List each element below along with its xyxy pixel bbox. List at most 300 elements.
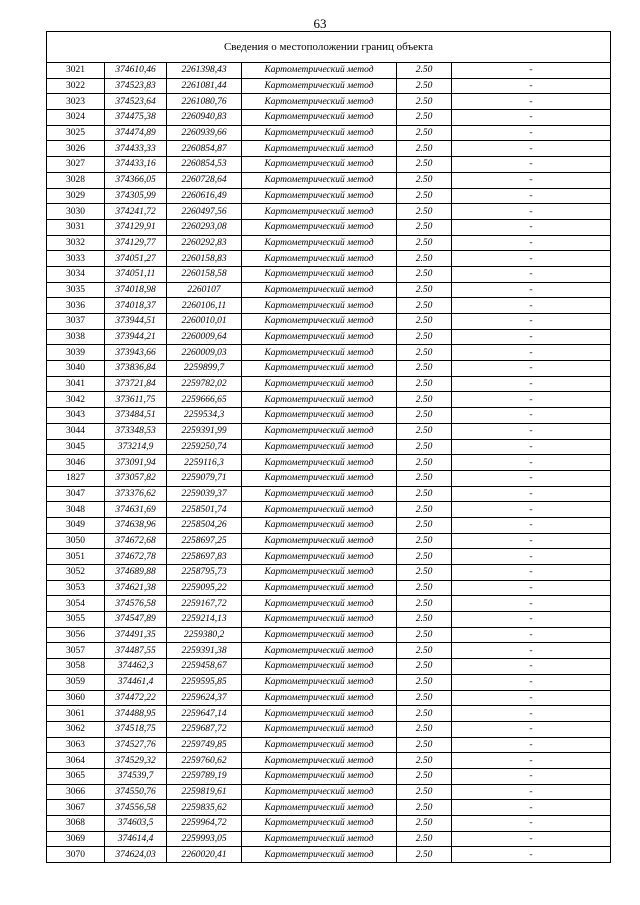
precision-cell: 2.50 [397, 251, 452, 267]
precision-cell: 2.50 [397, 204, 452, 220]
precision-cell: 2.50 [397, 110, 452, 126]
y-coordinate-cell: 2259391,99 [167, 423, 242, 439]
table-row [47, 784, 611, 800]
x-coordinate-cell: 374556,58 [105, 800, 167, 816]
precision-cell: 2.50 [397, 753, 452, 769]
y-coordinate-cell: 2258697,83 [167, 549, 242, 565]
point-number-cell: 3033 [47, 251, 105, 267]
table-row [47, 816, 611, 832]
y-coordinate-cell: 2259250,74 [167, 439, 242, 455]
y-coordinate-cell: 2259095,22 [167, 580, 242, 596]
precision-cell: 2.50 [397, 298, 452, 314]
table-row [47, 800, 611, 816]
x-coordinate-cell: 374488,95 [105, 706, 167, 722]
x-coordinate-cell: 374523,83 [105, 78, 167, 94]
point-number-cell: 3032 [47, 235, 105, 251]
y-coordinate-cell: 2258795,73 [167, 565, 242, 581]
note-cell: - [452, 627, 611, 643]
note-cell: - [452, 251, 611, 267]
note-cell: - [452, 800, 611, 816]
table-title: Сведения о местоположении границ объекта [47, 32, 611, 63]
x-coordinate-cell: 373944,51 [105, 314, 167, 330]
precision-cell: 2.50 [397, 517, 452, 533]
point-number-cell: 3062 [47, 721, 105, 737]
table-row [47, 141, 611, 157]
y-coordinate-cell: 2258501,74 [167, 502, 242, 518]
method-cell: Картометрический метод [242, 172, 397, 188]
point-number-cell: 3052 [47, 565, 105, 581]
note-cell: - [452, 565, 611, 581]
table-row [47, 847, 611, 863]
method-cell: Картометрический метод [242, 580, 397, 596]
precision-cell: 2.50 [397, 423, 452, 439]
precision-cell: 2.50 [397, 329, 452, 345]
method-cell: Картометрический метод [242, 219, 397, 235]
y-coordinate-cell: 2261398,43 [167, 63, 242, 79]
y-coordinate-cell: 2260107 [167, 282, 242, 298]
method-cell: Картометрический метод [242, 392, 397, 408]
x-coordinate-cell: 374529,32 [105, 753, 167, 769]
table-row [47, 690, 611, 706]
point-number-cell: 3028 [47, 172, 105, 188]
precision-cell: 2.50 [397, 549, 452, 565]
point-number-cell: 3022 [47, 78, 105, 94]
y-coordinate-cell: 2261081,44 [167, 78, 242, 94]
table-row [47, 565, 611, 581]
precision-cell: 2.50 [397, 768, 452, 784]
x-coordinate-cell: 374472,22 [105, 690, 167, 706]
note-cell: - [452, 141, 611, 157]
point-number-cell: 3060 [47, 690, 105, 706]
table-row [47, 125, 611, 141]
precision-cell: 2.50 [397, 816, 452, 832]
table-row [47, 251, 611, 267]
point-number-cell: 3027 [47, 157, 105, 173]
precision-cell: 2.50 [397, 439, 452, 455]
x-coordinate-cell: 373836,84 [105, 361, 167, 377]
method-cell: Картометрический метод [242, 204, 397, 220]
boundary-table [46, 31, 611, 863]
point-number-cell: 3053 [47, 580, 105, 596]
precision-cell: 2.50 [397, 706, 452, 722]
note-cell: - [452, 219, 611, 235]
x-coordinate-cell: 374518,75 [105, 721, 167, 737]
note-cell: - [452, 580, 611, 596]
table-row [47, 361, 611, 377]
table-row [47, 219, 611, 235]
table-row [47, 266, 611, 282]
x-coordinate-cell: 374461,4 [105, 674, 167, 690]
point-number-cell: 3069 [47, 831, 105, 847]
x-coordinate-cell: 373348,53 [105, 423, 167, 439]
precision-cell: 2.50 [397, 470, 452, 486]
precision-cell: 2.50 [397, 612, 452, 628]
method-cell: Картометрический метод [242, 831, 397, 847]
y-coordinate-cell: 2259899,7 [167, 361, 242, 377]
point-number-cell: 3068 [47, 816, 105, 832]
note-cell: - [452, 502, 611, 518]
note-cell: - [452, 361, 611, 377]
note-cell: - [452, 533, 611, 549]
x-coordinate-cell: 374539,7 [105, 768, 167, 784]
x-coordinate-cell: 374491,35 [105, 627, 167, 643]
y-coordinate-cell: 2259964,72 [167, 816, 242, 832]
x-coordinate-cell: 374241,72 [105, 204, 167, 220]
x-coordinate-cell: 374631,69 [105, 502, 167, 518]
precision-cell: 2.50 [397, 831, 452, 847]
precision-cell: 2.50 [397, 627, 452, 643]
note-cell: - [452, 408, 611, 424]
point-number-cell: 3059 [47, 674, 105, 690]
method-cell: Картометрический метод [242, 737, 397, 753]
precision-cell: 2.50 [397, 737, 452, 753]
y-coordinate-cell: 2258697,25 [167, 533, 242, 549]
table-title-row [47, 32, 611, 63]
method-cell: Картометрический метод [242, 706, 397, 722]
precision-cell: 2.50 [397, 502, 452, 518]
y-coordinate-cell: 2259782,02 [167, 376, 242, 392]
table-row [47, 408, 611, 424]
method-cell: Картометрический метод [242, 188, 397, 204]
x-coordinate-cell: 374614,4 [105, 831, 167, 847]
point-number-cell: 3065 [47, 768, 105, 784]
y-coordinate-cell: 2259789,19 [167, 768, 242, 784]
method-cell: Картометрический метод [242, 533, 397, 549]
y-coordinate-cell: 2259391,38 [167, 643, 242, 659]
y-coordinate-cell: 2259666,65 [167, 392, 242, 408]
method-cell: Картометрический метод [242, 784, 397, 800]
method-cell: Картометрический метод [242, 565, 397, 581]
note-cell: - [452, 157, 611, 173]
point-number-cell: 3055 [47, 612, 105, 628]
table-row [47, 345, 611, 361]
note-cell: - [452, 690, 611, 706]
point-number-cell: 3026 [47, 141, 105, 157]
precision-cell: 2.50 [397, 690, 452, 706]
method-cell: Картометрический метод [242, 282, 397, 298]
x-coordinate-cell: 374487,55 [105, 643, 167, 659]
note-cell: - [452, 204, 611, 220]
x-coordinate-cell: 374610,46 [105, 63, 167, 79]
y-coordinate-cell: 2260854,53 [167, 157, 242, 173]
method-cell: Картометрический метод [242, 627, 397, 643]
precision-cell: 2.50 [397, 125, 452, 141]
point-number-cell: 3066 [47, 784, 105, 800]
y-coordinate-cell: 2260939,66 [167, 125, 242, 141]
note-cell: - [452, 314, 611, 330]
table-row [47, 423, 611, 439]
y-coordinate-cell: 2259760,62 [167, 753, 242, 769]
note-cell: - [452, 423, 611, 439]
point-number-cell: 3067 [47, 800, 105, 816]
y-coordinate-cell: 2259819,61 [167, 784, 242, 800]
point-number-cell: 3070 [47, 847, 105, 863]
method-cell: Картометрический метод [242, 470, 397, 486]
x-coordinate-cell: 374051,11 [105, 266, 167, 282]
method-cell: Картометрический метод [242, 314, 397, 330]
y-coordinate-cell: 2259624,37 [167, 690, 242, 706]
note-cell: - [452, 643, 611, 659]
method-cell: Картометрический метод [242, 847, 397, 863]
table-row [47, 314, 611, 330]
table-row [47, 172, 611, 188]
table-row [47, 721, 611, 737]
method-cell: Картометрический метод [242, 329, 397, 345]
point-number-cell: 3054 [47, 596, 105, 612]
method-cell: Картометрический метод [242, 439, 397, 455]
point-number-cell: 3050 [47, 533, 105, 549]
method-cell: Картометрический метод [242, 408, 397, 424]
point-number-cell: 3064 [47, 753, 105, 769]
table-row [47, 235, 611, 251]
y-coordinate-cell: 2259687,72 [167, 721, 242, 737]
note-cell: - [452, 455, 611, 471]
precision-cell: 2.50 [397, 361, 452, 377]
y-coordinate-cell: 2259380,2 [167, 627, 242, 643]
note-cell: - [452, 768, 611, 784]
table-row [47, 188, 611, 204]
point-number-cell: 3048 [47, 502, 105, 518]
note-cell: - [452, 266, 611, 282]
x-coordinate-cell: 374576,58 [105, 596, 167, 612]
note-cell: - [452, 486, 611, 502]
point-number-cell: 3043 [47, 408, 105, 424]
x-coordinate-cell: 374547,89 [105, 612, 167, 628]
y-coordinate-cell: 2261080,76 [167, 94, 242, 110]
table-row [47, 204, 611, 220]
note-cell: - [452, 737, 611, 753]
method-cell: Картометрический метод [242, 298, 397, 314]
precision-cell: 2.50 [397, 141, 452, 157]
point-number-cell: 3024 [47, 110, 105, 126]
note-cell: - [452, 94, 611, 110]
precision-cell: 2.50 [397, 533, 452, 549]
x-coordinate-cell: 373611,75 [105, 392, 167, 408]
table-row [47, 329, 611, 345]
method-cell: Картометрический метод [242, 486, 397, 502]
table-body [47, 32, 611, 863]
point-number-cell: 3030 [47, 204, 105, 220]
y-coordinate-cell: 2260497,56 [167, 204, 242, 220]
x-coordinate-cell: 374129,77 [105, 235, 167, 251]
y-coordinate-cell: 2260293,08 [167, 219, 242, 235]
point-number-cell: 3040 [47, 361, 105, 377]
x-coordinate-cell: 374603,5 [105, 816, 167, 832]
method-cell: Картометрический метод [242, 110, 397, 126]
x-coordinate-cell: 373721,84 [105, 376, 167, 392]
x-coordinate-cell: 374550,76 [105, 784, 167, 800]
table-row [47, 470, 611, 486]
point-number-cell: 3057 [47, 643, 105, 659]
y-coordinate-cell: 2260009,64 [167, 329, 242, 345]
method-cell: Картометрический метод [242, 549, 397, 565]
point-number-cell: 3038 [47, 329, 105, 345]
method-cell: Картометрический метод [242, 157, 397, 173]
table-row [47, 486, 611, 502]
point-number-cell: 3023 [47, 94, 105, 110]
method-cell: Картометрический метод [242, 141, 397, 157]
table-row [47, 63, 611, 79]
y-coordinate-cell: 2259039,37 [167, 486, 242, 502]
method-cell: Картометрический метод [242, 753, 397, 769]
table-row [47, 502, 611, 518]
note-cell: - [452, 612, 611, 628]
precision-cell: 2.50 [397, 188, 452, 204]
method-cell: Картометрический метод [242, 502, 397, 518]
y-coordinate-cell: 2260158,58 [167, 266, 242, 282]
x-coordinate-cell: 373944,21 [105, 329, 167, 345]
x-coordinate-cell: 374433,16 [105, 157, 167, 173]
note-cell: - [452, 549, 611, 565]
note-cell: - [452, 125, 611, 141]
note-cell: - [452, 831, 611, 847]
y-coordinate-cell: 2260009,03 [167, 345, 242, 361]
method-cell: Картометрический метод [242, 266, 397, 282]
y-coordinate-cell: 2260616,49 [167, 188, 242, 204]
note-cell: - [452, 63, 611, 79]
x-coordinate-cell: 373376,62 [105, 486, 167, 502]
point-number-cell: 3035 [47, 282, 105, 298]
precision-cell: 2.50 [397, 580, 452, 596]
method-cell: Картометрический метод [242, 517, 397, 533]
x-coordinate-cell: 374305,99 [105, 188, 167, 204]
x-coordinate-cell: 374129,91 [105, 219, 167, 235]
point-number-cell: 3029 [47, 188, 105, 204]
y-coordinate-cell: 2260292,83 [167, 235, 242, 251]
point-number-cell: 3037 [47, 314, 105, 330]
table-row [47, 533, 611, 549]
precision-cell: 2.50 [397, 266, 452, 282]
method-cell: Картометрический метод [242, 674, 397, 690]
x-coordinate-cell: 374672,78 [105, 549, 167, 565]
precision-cell: 2.50 [397, 376, 452, 392]
y-coordinate-cell: 2260020,41 [167, 847, 242, 863]
note-cell: - [452, 188, 611, 204]
y-coordinate-cell: 2260940,83 [167, 110, 242, 126]
method-cell: Картометрический метод [242, 596, 397, 612]
method-cell: Картометрический метод [242, 376, 397, 392]
table-row [47, 627, 611, 643]
x-coordinate-cell: 373214,9 [105, 439, 167, 455]
note-cell: - [452, 392, 611, 408]
x-coordinate-cell: 374433,33 [105, 141, 167, 157]
table-row [47, 78, 611, 94]
x-coordinate-cell: 374621,38 [105, 580, 167, 596]
point-number-cell: 3044 [47, 423, 105, 439]
y-coordinate-cell: 2259116,3 [167, 455, 242, 471]
precision-cell: 2.50 [397, 486, 452, 502]
table-row [47, 376, 611, 392]
note-cell: - [452, 753, 611, 769]
x-coordinate-cell: 374523,64 [105, 94, 167, 110]
point-number-cell: 3031 [47, 219, 105, 235]
precision-cell: 2.50 [397, 847, 452, 863]
point-number-cell: 3041 [47, 376, 105, 392]
note-cell: - [452, 706, 611, 722]
precision-cell: 2.50 [397, 659, 452, 675]
method-cell: Картометрический метод [242, 612, 397, 628]
precision-cell: 2.50 [397, 408, 452, 424]
table-row [47, 517, 611, 533]
method-cell: Картометрический метод [242, 235, 397, 251]
note-cell: - [452, 674, 611, 690]
table-row [47, 768, 611, 784]
precision-cell: 2.50 [397, 643, 452, 659]
x-coordinate-cell: 374051,27 [105, 251, 167, 267]
table-row [47, 643, 611, 659]
table-row [47, 737, 611, 753]
point-number-cell: 3061 [47, 706, 105, 722]
method-cell: Картометрический метод [242, 768, 397, 784]
method-cell: Картометрический метод [242, 251, 397, 267]
point-number-cell: 3051 [47, 549, 105, 565]
x-coordinate-cell: 374474,89 [105, 125, 167, 141]
note-cell: - [452, 329, 611, 345]
y-coordinate-cell: 2259534,3 [167, 408, 242, 424]
method-cell: Картометрический метод [242, 455, 397, 471]
point-number-cell: 3021 [47, 63, 105, 79]
point-number-cell: 3042 [47, 392, 105, 408]
table-row [47, 282, 611, 298]
precision-cell: 2.50 [397, 219, 452, 235]
x-coordinate-cell: 374672,68 [105, 533, 167, 549]
point-number-cell: 3025 [47, 125, 105, 141]
x-coordinate-cell: 374689,88 [105, 565, 167, 581]
table-row [47, 94, 611, 110]
point-number-cell: 3049 [47, 517, 105, 533]
method-cell: Картометрический метод [242, 94, 397, 110]
y-coordinate-cell: 2259835,62 [167, 800, 242, 816]
y-coordinate-cell: 2259749,85 [167, 737, 242, 753]
note-cell: - [452, 816, 611, 832]
note-cell: - [452, 376, 611, 392]
precision-cell: 2.50 [397, 63, 452, 79]
precision-cell: 2.50 [397, 596, 452, 612]
x-coordinate-cell: 374462,3 [105, 659, 167, 675]
precision-cell: 2.50 [397, 392, 452, 408]
x-coordinate-cell: 374638,96 [105, 517, 167, 533]
precision-cell: 2.50 [397, 314, 452, 330]
note-cell: - [452, 517, 611, 533]
point-number-cell: 3056 [47, 627, 105, 643]
note-cell: - [452, 439, 611, 455]
note-cell: - [452, 847, 611, 863]
point-number-cell: 3047 [47, 486, 105, 502]
precision-cell: 2.50 [397, 721, 452, 737]
note-cell: - [452, 470, 611, 486]
method-cell: Картометрический метод [242, 721, 397, 737]
page-number: 63 [313, 16, 327, 31]
table-row [47, 298, 611, 314]
precision-cell: 2.50 [397, 565, 452, 581]
table-row [47, 831, 611, 847]
table-row [47, 157, 611, 173]
method-cell: Картометрический метод [242, 423, 397, 439]
y-coordinate-cell: 2259214,13 [167, 612, 242, 628]
table-row [47, 439, 611, 455]
note-cell: - [452, 596, 611, 612]
x-coordinate-cell: 374366,05 [105, 172, 167, 188]
point-number-cell: 3046 [47, 455, 105, 471]
note-cell: - [452, 78, 611, 94]
table-row [47, 392, 611, 408]
table-row [47, 110, 611, 126]
y-coordinate-cell: 2260728,64 [167, 172, 242, 188]
table-row [47, 596, 611, 612]
x-coordinate-cell: 373057,82 [105, 470, 167, 486]
y-coordinate-cell: 2260158,83 [167, 251, 242, 267]
precision-cell: 2.50 [397, 282, 452, 298]
